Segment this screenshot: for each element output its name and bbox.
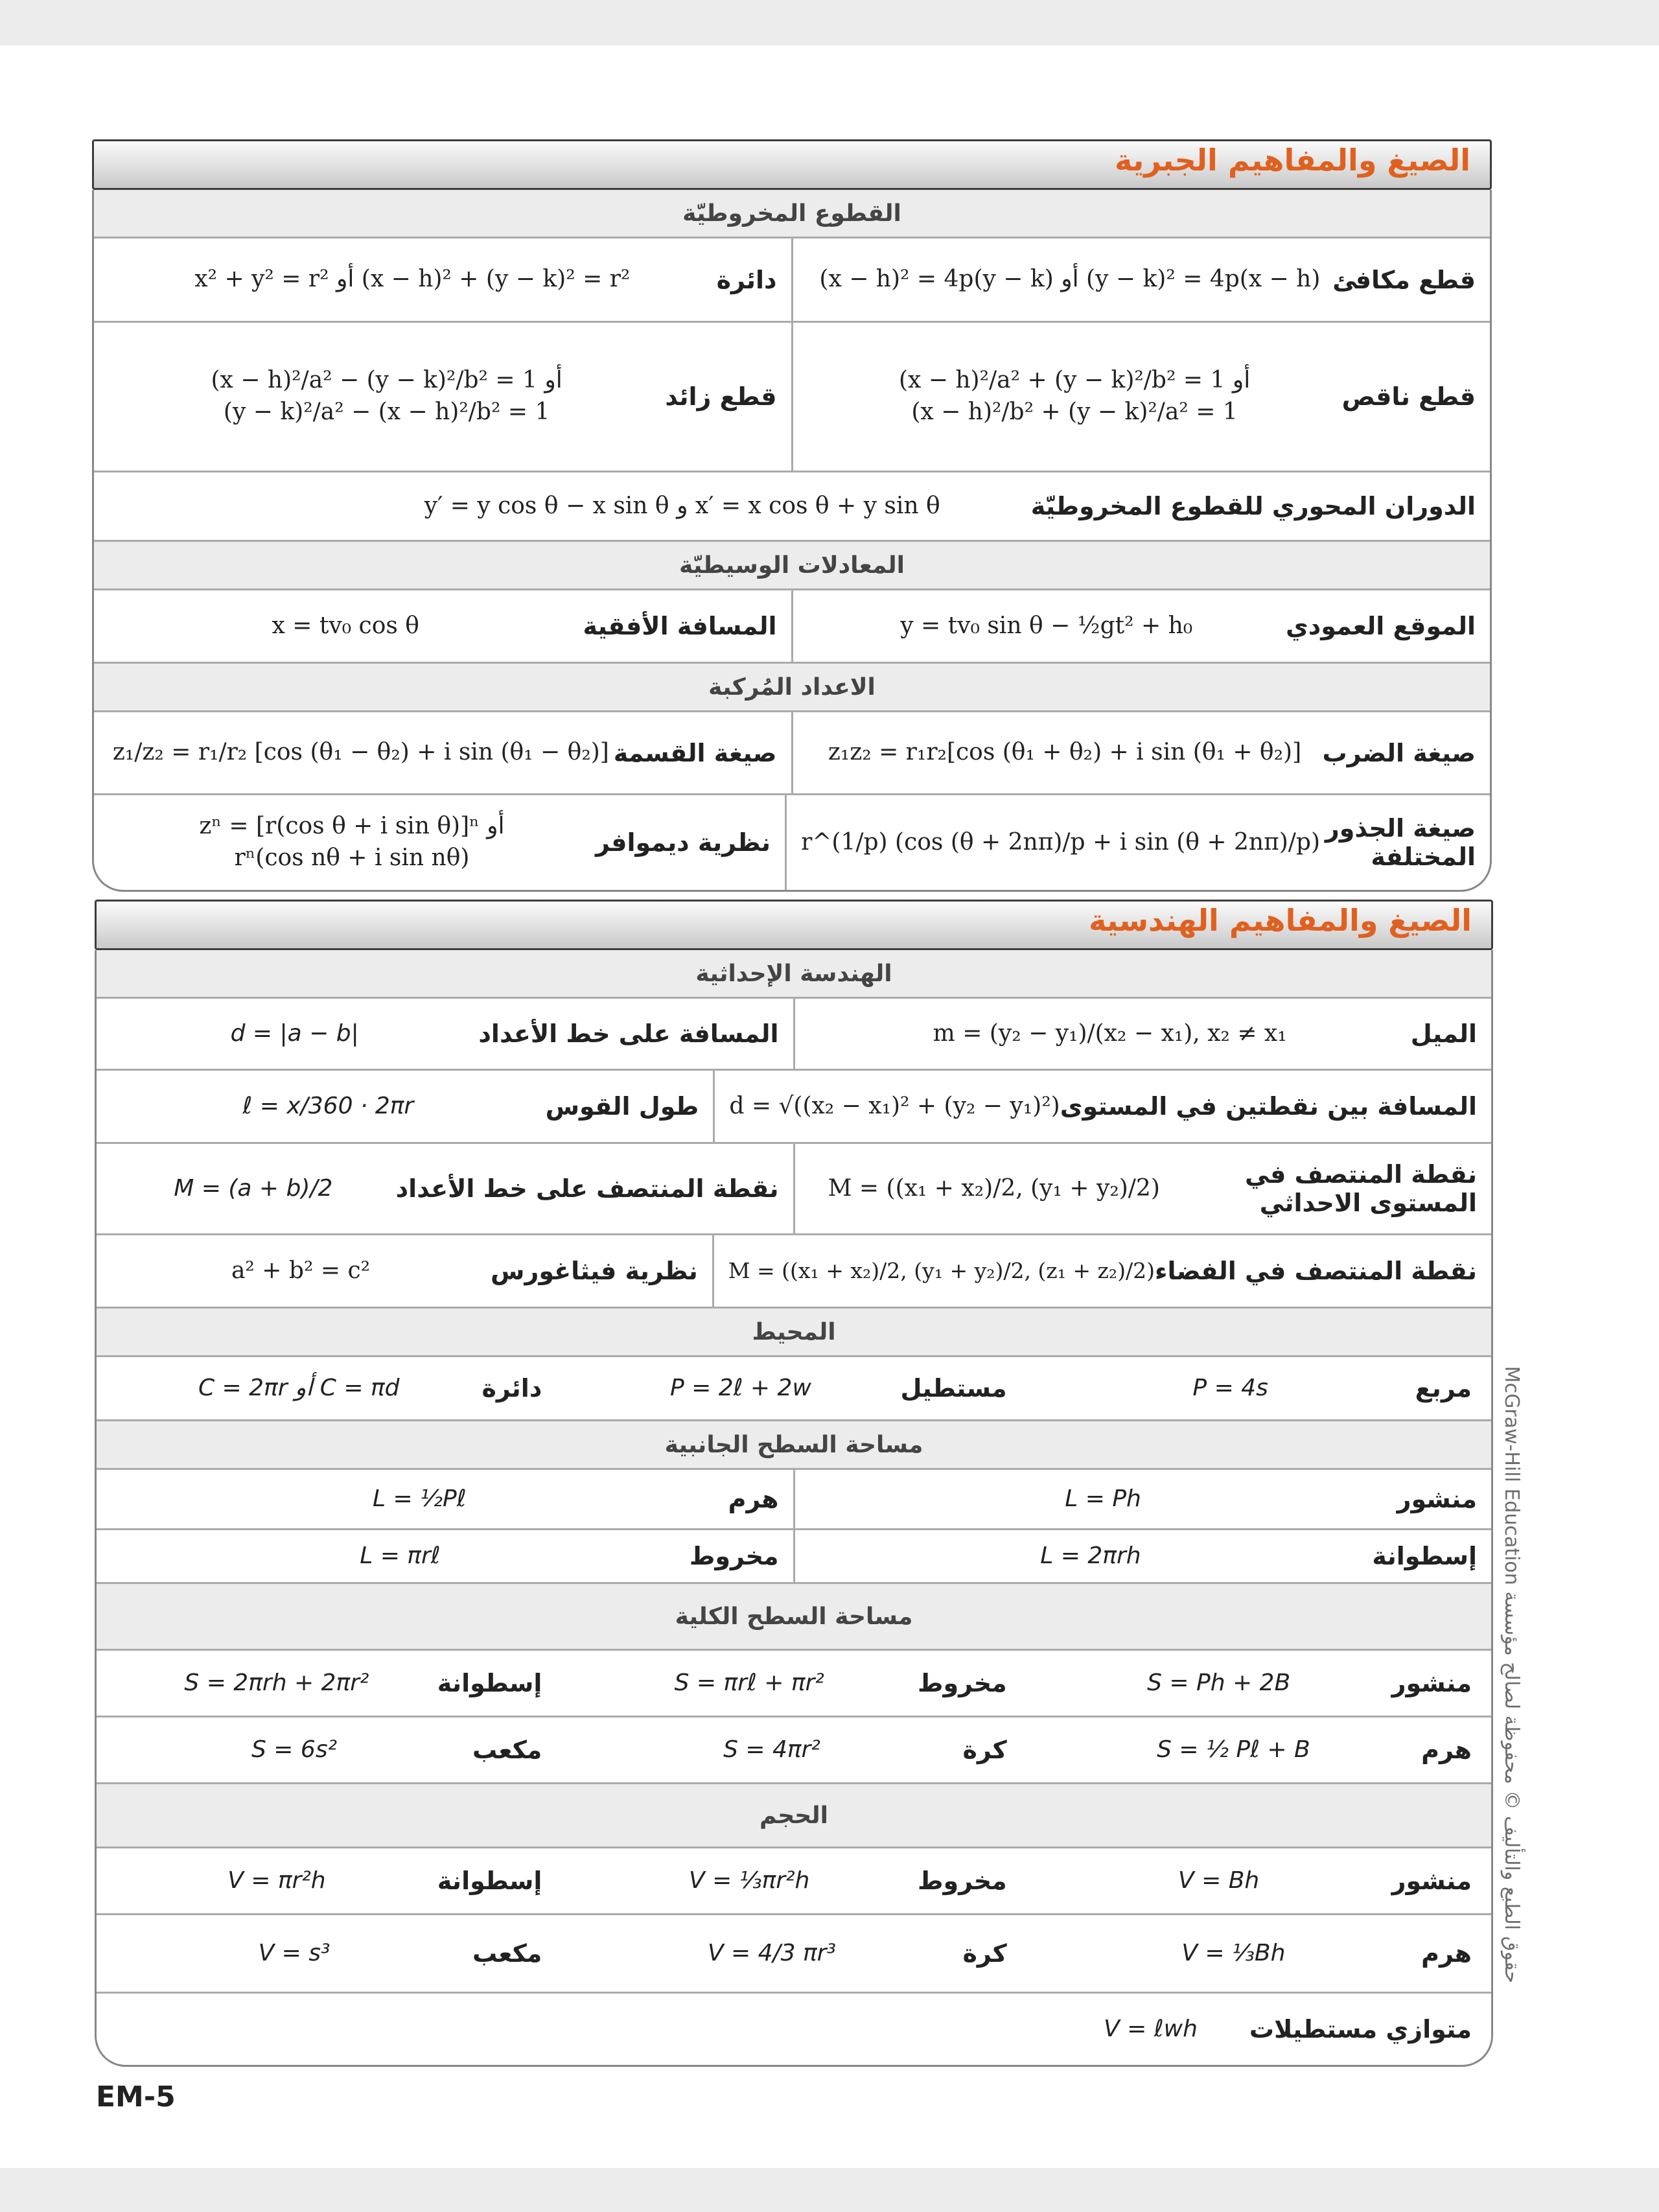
volume-pyramid-label: هرم xyxy=(1421,1939,1472,1968)
roots-label: صيغة الجذور المختلفة xyxy=(1325,814,1476,871)
volume-cone-formula: V = ⅓πr²h xyxy=(689,1867,810,1894)
parabola-formula: (x − h)² = 4p(y − k) أو (y − k)² = 4p(x − h) xyxy=(819,266,1321,293)
midpoint-plane-label: نقطة المنتصف في المستوى الاحداثي xyxy=(1245,1160,1477,1217)
volume-sphere-formula: V = 4/3 πr³ xyxy=(707,1939,836,1966)
table-row xyxy=(94,710,1490,793)
rectangle-formula: P = 2ℓ + 2w xyxy=(669,1374,811,1401)
lateral-subheader-row xyxy=(97,1419,1491,1468)
table-row xyxy=(97,1468,1491,1528)
demoivre-line2: rⁿ(cos nθ + i sin nθ) xyxy=(234,844,470,871)
midpoint-numline-label: نقطة المنتصف على خط الأعداد xyxy=(395,1174,779,1203)
volume-cuboid-formula: V = ℓwh xyxy=(1104,2015,1198,2042)
conics-subheader-row xyxy=(94,190,1490,237)
lateral-cone-formula: L = πrℓ xyxy=(360,1542,441,1569)
lateral-cylinder-formula: L = 2πrh xyxy=(1040,1542,1141,1569)
lateral-cone-label: مخروط xyxy=(689,1542,779,1570)
algebra-header-bar xyxy=(92,139,1492,190)
hyperbola-label: قطع زائد xyxy=(665,382,777,411)
volume-cone-label: مخروط xyxy=(918,1867,1007,1895)
page-number: EM-5 xyxy=(96,2080,176,2113)
coordinate-subheader-row xyxy=(97,950,1491,997)
volume-cuboid-label: متوازي مستطيلات xyxy=(1249,2015,1472,2043)
lateral-title: مساحة السطح الجانبية xyxy=(97,1421,1491,1468)
geometry-table xyxy=(95,950,1493,2067)
volume-cylinder-formula: V = πr²h xyxy=(227,1867,326,1894)
product-label: صيغة الضرب xyxy=(1322,738,1476,767)
horizontal-distance-label: المسافة الأفقية xyxy=(583,612,777,640)
volume-sphere-label: كرة xyxy=(962,1939,1007,1968)
total-sphere-formula: S = 4πr² xyxy=(723,1736,820,1763)
table-row xyxy=(97,1992,1491,2065)
parabola-label: قطع مكافئ xyxy=(1332,265,1476,294)
ellipse-label: قطع ناقص xyxy=(1341,382,1476,411)
slope-formula: m = (y₂ − y₁)/(x₂ − x₁), x₂ ≠ x₁ xyxy=(933,1019,1287,1047)
quotient-label: صيغة القسمة xyxy=(613,738,777,767)
slope-label: الميل xyxy=(1410,1019,1477,1048)
lateral-prism-label: منشور xyxy=(1397,1485,1477,1513)
plane-distance-formula: d = √((x₂ − x₁)² + (y₂ − y₁)²) xyxy=(729,1092,1060,1119)
table-row xyxy=(97,1528,1491,1582)
midpoint-space-formula: M = ((x₁ + x₂)/2, (y₁ + y₂)/2, (z₁ + z₂)/2) xyxy=(728,1257,1155,1283)
total-area-title: مساحة السطح الكلية xyxy=(97,1584,1491,1649)
volume-prism-formula: V = Bh xyxy=(1178,1867,1260,1894)
pythagoras-label: نظرية فيثاغورس xyxy=(491,1257,698,1285)
table-row xyxy=(97,997,1491,1069)
volume-cube-formula: V = s³ xyxy=(258,1939,331,1966)
midpoint-numline-formula: M = (a + b)/2 xyxy=(174,1174,333,1202)
table-row xyxy=(97,1142,1491,1233)
volume-cylinder-label: إسطوانة xyxy=(437,1867,542,1895)
demoivre-label: نظرية ديموافر xyxy=(595,828,771,857)
circle-label: دائرة xyxy=(716,265,777,294)
volume-title: الحجم xyxy=(97,1784,1491,1846)
geometry-header-bar xyxy=(95,900,1493,950)
table-row xyxy=(94,588,1490,662)
total-prism-formula: S = Ph + 2B xyxy=(1147,1669,1291,1696)
hyperbola-line1: (x − h)²/a² − (y − k)²/b² = 1 أو xyxy=(211,367,563,394)
complex-subheader-row xyxy=(94,662,1490,710)
geometry-section xyxy=(95,900,1493,2067)
midpoint-space-label: نقطة المنتصف في الفضاء xyxy=(1155,1257,1477,1285)
vertical-position-label: الموقع العمودي xyxy=(1285,612,1476,640)
product-formula: z₁z₂ = r₁r₂[cos (θ₁ + θ₂) + i sin (θ₁ + θ₂)] xyxy=(828,739,1302,766)
plane-distance-label: المسافة بين نقطتين في المستوى xyxy=(1060,1092,1477,1121)
quotient-formula: z₁/z₂ = r₁/r₂ [cos (θ₁ − θ₂) + i sin (θ₁ − θ₂)] xyxy=(112,739,609,766)
hyperbola-line2: (y − k)²/a² − (x − h)²/b² = 1 xyxy=(223,399,550,425)
ellipse-line1: (x − h)²/a² + (y − k)²/b² = 1 أو xyxy=(898,367,1251,394)
demoivre-line1: zⁿ = [r(cos θ + i sin θ)]ⁿ أو xyxy=(199,813,505,840)
total-cube-formula: S = 6s² xyxy=(251,1736,338,1763)
table-row xyxy=(94,471,1490,540)
total-prism-label: منشور xyxy=(1391,1669,1472,1697)
table-row xyxy=(97,1649,1491,1716)
total-sphere-label: كرة xyxy=(962,1736,1007,1764)
table-row xyxy=(97,1355,1491,1419)
circle-perimeter-label: دائرة xyxy=(481,1374,542,1403)
volume-subheader-row xyxy=(97,1782,1491,1846)
arc-length-label: طول القوس xyxy=(545,1092,699,1121)
algebra-section xyxy=(92,139,1492,892)
table-row xyxy=(94,321,1490,471)
arc-length-formula: ℓ = x/360 · 2πr xyxy=(242,1092,414,1119)
algebra-table xyxy=(92,190,1492,892)
vertical-position-formula: y = tv₀ sin θ − ½gt² + h₀ xyxy=(900,612,1193,639)
horizontal-distance-formula: x = tv₀ cos θ xyxy=(272,612,419,639)
midpoint-plane-formula: M = ((x₁ + x₂)/2, (y₁ + y₂)/2) xyxy=(828,1174,1160,1202)
copyright-note: حقوق الطبع والتأليف © محفوظة لصالح مؤسسة McGraw-Hill Education xyxy=(1500,1366,1523,1983)
table-row xyxy=(94,793,1490,890)
numline-distance-formula: d = |a − b| xyxy=(230,1019,359,1047)
lateral-prism-formula: L = Ph xyxy=(1065,1485,1141,1512)
conics-title: القطوع المخروطيّة xyxy=(94,190,1490,237)
square-label: مربع xyxy=(1415,1374,1472,1403)
table-row xyxy=(97,1913,1491,1992)
lateral-pyramid-label: هرم xyxy=(728,1485,779,1513)
pythagoras-formula: a² + b² = c² xyxy=(231,1257,371,1284)
rotation-formula: y′ = y cos θ − x sin θ و x′ = x cos θ + y sin θ xyxy=(424,492,940,519)
lateral-cylinder-label: إسطوانة xyxy=(1372,1542,1477,1570)
algebra-title: الصيغ والمفاهيم الجبرية xyxy=(1115,143,1470,178)
table-row xyxy=(97,1233,1491,1307)
parametric-title: المعادلات الوسيطيّة xyxy=(94,542,1490,588)
total-pyramid-label: هرم xyxy=(1421,1736,1472,1764)
total-cylinder-formula: S = 2πrh + 2πr² xyxy=(184,1669,369,1696)
table-row xyxy=(94,237,1490,321)
parametric-subheader-row xyxy=(94,540,1490,588)
square-formula: P = 4s xyxy=(1192,1374,1268,1401)
complex-title: الاعداد المُركبة xyxy=(94,664,1490,710)
geometry-title: الصيغ والمفاهيم الهندسية xyxy=(1089,903,1472,938)
volume-pyramid-formula: V = ⅓Bh xyxy=(1181,1939,1286,1966)
circle-perimeter-formula: C = 2πr أو C = πd xyxy=(198,1374,400,1401)
roots-formula: r^(1/p) (cos (θ + 2nπ)/p + i sin (θ + 2nπ)/p) xyxy=(801,828,1320,856)
total-cube-label: مكعب xyxy=(472,1736,542,1764)
rotation-label: الدوران المحوري للقطوع المخروطيّة xyxy=(1030,492,1476,520)
perimeter-title: المحيط xyxy=(97,1309,1491,1355)
total-cylinder-label: إسطوانة xyxy=(437,1669,542,1697)
total-cone-formula: S = πrℓ + πr² xyxy=(674,1669,824,1696)
total-pyramid-formula: S = ½ Pℓ + B xyxy=(1157,1736,1310,1763)
numline-distance-label: المسافة على خط الأعداد xyxy=(478,1019,779,1048)
coordinate-title: الهندسة الإحداثية xyxy=(97,950,1491,997)
circle-formula: x² + y² = r² أو (x − h)² + (y − k)² = r² xyxy=(194,266,631,293)
volume-prism-label: منشور xyxy=(1391,1867,1472,1895)
perimeter-subheader-row xyxy=(97,1307,1491,1355)
lateral-pyramid-formula: L = ½Pℓ xyxy=(373,1485,467,1512)
volume-cube-label: مكعب xyxy=(472,1939,542,1968)
table-row xyxy=(97,1716,1491,1782)
table-row xyxy=(97,1846,1491,1913)
table-row xyxy=(97,1069,1491,1142)
total-subheader-row xyxy=(97,1582,1491,1649)
ellipse-line2: (x − h)²/b² + (y − k)²/a² = 1 xyxy=(911,399,1238,425)
rectangle-label: مستطيل xyxy=(900,1374,1007,1403)
total-cone-label: مخروط xyxy=(918,1669,1007,1697)
